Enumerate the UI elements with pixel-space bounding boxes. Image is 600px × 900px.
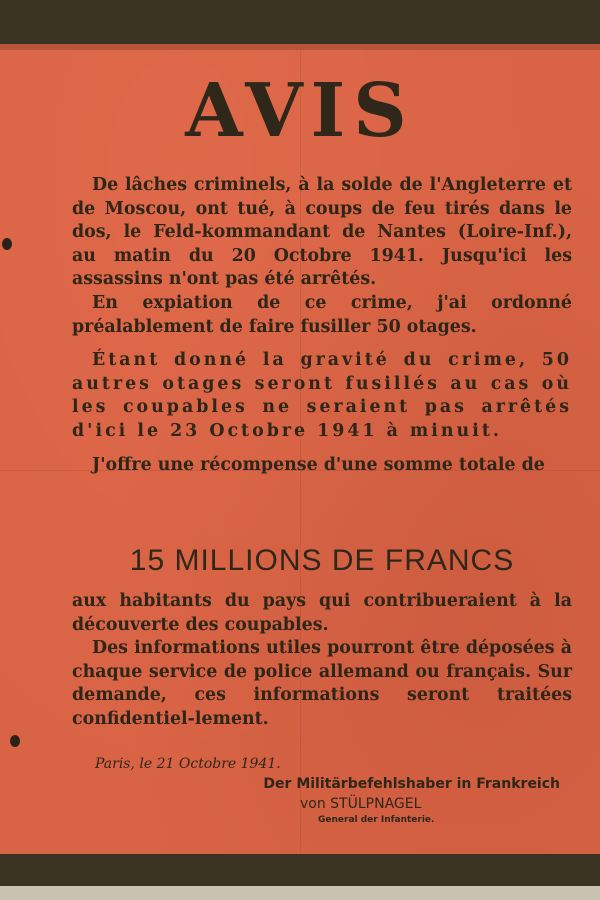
place-date: Paris, le 21 Octobre 1941. [95, 756, 281, 772]
poster-title: AVIS [185, 68, 415, 154]
bottom-band [0, 854, 600, 886]
pin-hole [10, 735, 20, 747]
paragraph-inhabitants: aux habitants du pays qui contribueraient à la découverte des coupables. [72, 591, 572, 635]
signatory-name: von STÜLPNAGEL [300, 796, 422, 812]
pin-hole [2, 238, 12, 250]
paragraph-crime: De lâches criminels, à la solde de l'Angleterre et de Moscou, ont tué, à coups de feu tirés dans le dos, le Feld-kommandant de Nantes (Loire-Inf.), au matin du 20 Octobre 1941. Jusqu'ici les assassins n'ont pas été arrêtés. [72, 175, 572, 290]
reward-amount: 15 MILLIONS DE FRANCS [129, 544, 515, 577]
notice-body [72, 174, 572, 477]
paragraph-threat: Étant donné la gravité du crime, 50 autres otages seront fusillés au cas où les coupables ne seraient pas arrêtés d'ici le 23 Octobre 1941 à minuit. [72, 350, 572, 441]
paragraph-reward-intro: J'offre une récompense d'une somme totale de [92, 454, 545, 475]
paragraph-hostages: En expiation de ce crime, j'ai ordonné préalablement de faire fusiller 50 otages. [72, 292, 572, 337]
signatory-title: Der Militärbefehlshaber in Frankreich [263, 776, 560, 792]
bottom-paper-edge [0, 886, 600, 900]
notice-body-continued [72, 590, 572, 732]
top-band [0, 0, 600, 44]
signatory-rank: General der Infanterie. [318, 815, 435, 825]
paragraph-information: Des informations utiles pourront être déposées à chaque service de police allemand ou français. Sur demande, ces informations seront traitées confidentiel-lement. [72, 638, 572, 729]
